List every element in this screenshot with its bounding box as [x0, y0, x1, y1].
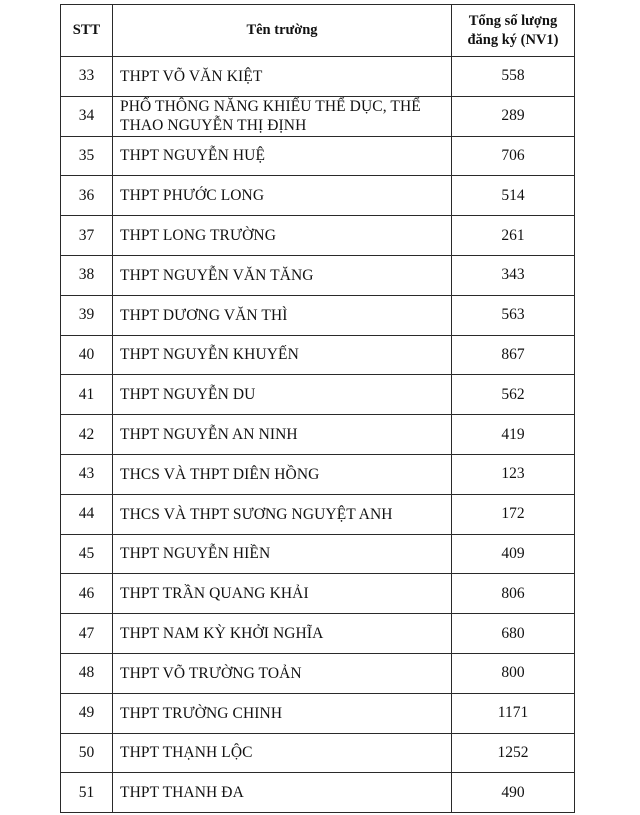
row-school-name: THCS VÀ THPT DIÊN HỒNG	[113, 454, 452, 494]
table-row	[61, 176, 575, 216]
row-stt: 34	[61, 96, 113, 136]
table-header	[61, 5, 575, 57]
row-school-name: THPT NGUYỄN DU	[113, 375, 452, 415]
table-row	[61, 335, 575, 375]
row-registration-count: 289	[452, 96, 575, 136]
row-school-name: THPT DƯƠNG VĂN THÌ	[113, 295, 452, 335]
table-row	[61, 136, 575, 176]
row-school-name: THPT NGUYỄN HIỀN	[113, 534, 452, 574]
header-school-name: Tên trường	[113, 5, 452, 57]
row-registration-count: 1252	[452, 733, 575, 773]
row-registration-count: 261	[452, 216, 575, 256]
row-registration-count: 680	[452, 614, 575, 654]
row-stt: 38	[61, 255, 113, 295]
header-row	[61, 5, 575, 57]
row-registration-count: 123	[452, 454, 575, 494]
header-count-line-1: Tổng số lượng	[468, 12, 558, 29]
table-row	[61, 773, 575, 813]
row-registration-count: 490	[452, 773, 575, 813]
row-stt: 42	[61, 415, 113, 455]
row-school-name: THPT VÕ VĂN KIỆT	[113, 57, 452, 97]
row-stt: 49	[61, 693, 113, 733]
table-row	[61, 96, 575, 136]
table-row	[61, 57, 575, 97]
table-row	[61, 216, 575, 256]
row-stt: 35	[61, 136, 113, 176]
row-school-name: THPT THẠNH LỘC	[113, 733, 452, 773]
row-stt: 41	[61, 375, 113, 415]
row-school-name: THPT NGUYỄN HUỆ	[113, 136, 452, 176]
row-school-name: THPT TRƯỜNG CHINH	[113, 693, 452, 733]
row-stt: 44	[61, 494, 113, 534]
row-registration-count: 806	[452, 574, 575, 614]
row-stt: 46	[61, 574, 113, 614]
table-row	[61, 574, 575, 614]
row-stt: 50	[61, 733, 113, 773]
row-stt: 51	[61, 773, 113, 813]
row-stt: 48	[61, 653, 113, 693]
table-row	[61, 255, 575, 295]
table-row	[61, 693, 575, 733]
row-school-name: THPT TRẦN QUANG KHẢI	[113, 574, 452, 614]
row-registration-count: 1171	[452, 693, 575, 733]
row-school-name: THPT LONG TRƯỜNG	[113, 216, 452, 256]
row-stt: 39	[61, 295, 113, 335]
row-stt: 45	[61, 534, 113, 574]
table-body	[61, 57, 575, 813]
row-school-name: THPT VÕ TRƯỜNG TOẢN	[113, 653, 452, 693]
row-registration-count: 706	[452, 136, 575, 176]
row-registration-count: 343	[452, 255, 575, 295]
table-row	[61, 614, 575, 654]
table-row	[61, 534, 575, 574]
row-registration-count: 867	[452, 335, 575, 375]
row-school-name: THCS VÀ THPT SƯƠNG NGUYỆT ANH	[113, 494, 452, 534]
row-stt: 40	[61, 335, 113, 375]
row-registration-count: 563	[452, 295, 575, 335]
row-registration-count: 800	[452, 653, 575, 693]
table-row	[61, 653, 575, 693]
table-row	[61, 295, 575, 335]
header-stt: STT	[61, 5, 113, 57]
row-registration-count: 558	[452, 57, 575, 97]
row-school-name: THPT THANH ĐA	[113, 773, 452, 813]
row-stt: 47	[61, 614, 113, 654]
table-row	[61, 375, 575, 415]
row-stt: 43	[61, 454, 113, 494]
row-registration-count: 409	[452, 534, 575, 574]
row-stt: 36	[61, 176, 113, 216]
row-registration-count: 562	[452, 375, 575, 415]
row-school-name: THPT NGUYỄN VĂN TĂNG	[113, 255, 452, 295]
header-count-line-2: đăng ký (NV1)	[467, 31, 559, 48]
row-school-name: THPT NGUYỄN AN NINH	[113, 415, 452, 455]
table-row	[61, 494, 575, 534]
row-stt: 33	[61, 57, 113, 97]
row-school-name: THPT NAM KỲ KHỞI NGHĨA	[113, 614, 452, 654]
row-school-name: PHỔ THÔNG NĂNG KHIẾU THỂ DỤC, THỂ THAO NGUYỄN THỊ ĐỊNH	[113, 96, 452, 136]
row-registration-count: 172	[452, 494, 575, 534]
row-registration-count: 419	[452, 415, 575, 455]
table-row	[61, 454, 575, 494]
table-row	[61, 415, 575, 455]
registration-table-page	[60, 4, 574, 813]
table-row	[61, 733, 575, 773]
header-registration-count	[452, 5, 575, 57]
row-school-name: THPT NGUYỄN KHUYẾN	[113, 335, 452, 375]
school-registration-table	[60, 4, 575, 813]
row-stt: 37	[61, 216, 113, 256]
row-registration-count: 514	[452, 176, 575, 216]
row-school-name: THPT PHƯỚC LONG	[113, 176, 452, 216]
